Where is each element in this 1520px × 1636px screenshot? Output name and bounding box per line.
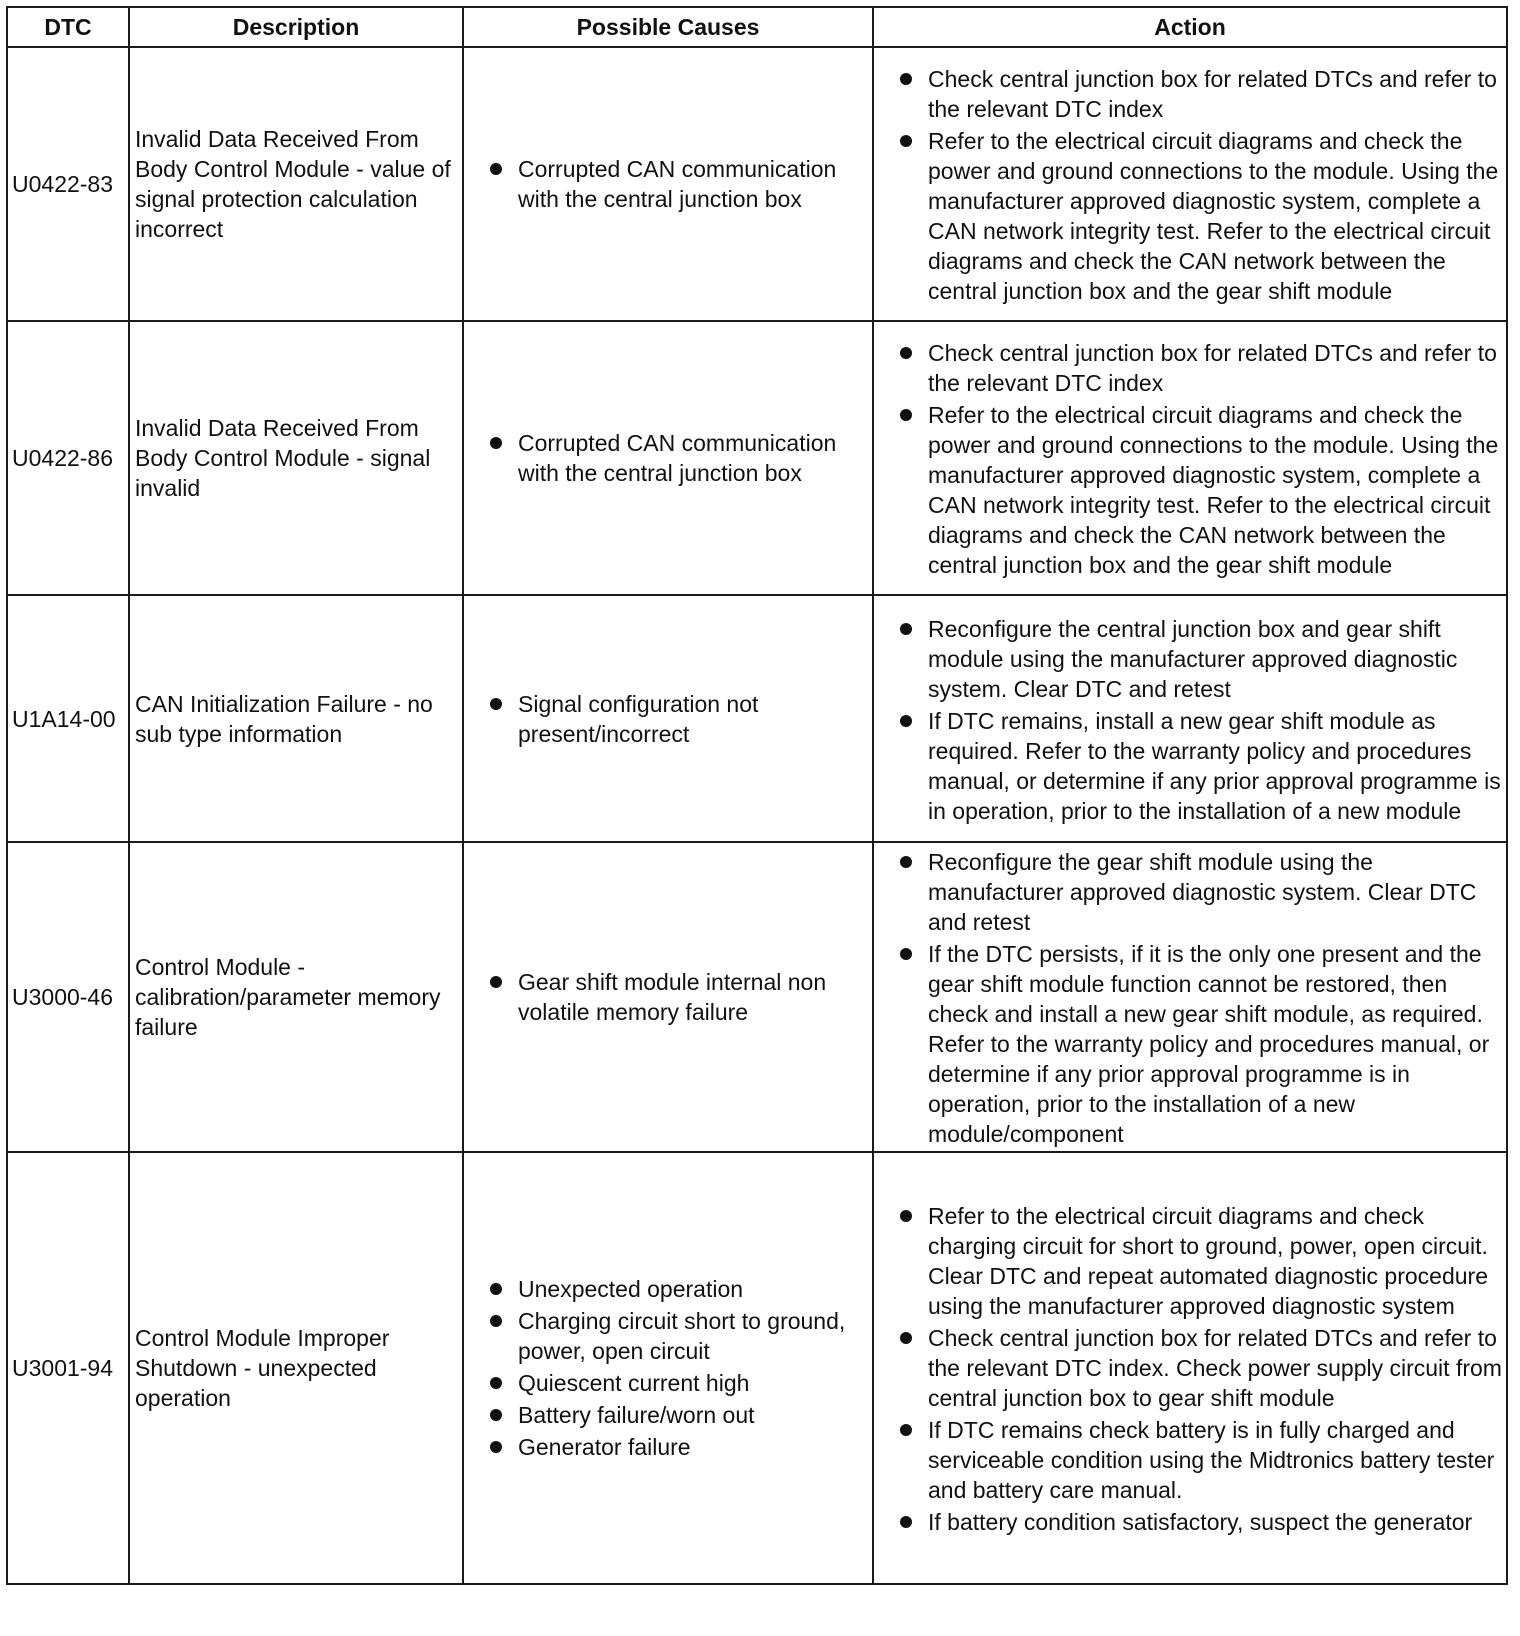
action-item: If DTC remains check battery is in fully charged and serviceable condition using the Midtronics battery tester and battery care manual. [898, 1415, 1506, 1505]
dtc-description: CAN Initialization Failure - no sub type information [129, 595, 463, 842]
table-row [7, 842, 1507, 1152]
actions [873, 595, 1507, 842]
possible-causes [463, 1152, 873, 1584]
action-item: Refer to the electrical circuit diagrams and check charging circuit for short to ground, power, open circuit. Clear DTC and repeat automated diagnostic procedure using the manufacturer approved diagnostic system [898, 1201, 1506, 1321]
possible-causes [463, 47, 873, 321]
header-row [7, 7, 1507, 47]
cause-item: Charging circuit short to ground, power, open circuit [488, 1306, 868, 1366]
dtc-description: Invalid Data Received From Body Control Module - value of signal protection calculation incorrect [129, 47, 463, 321]
action-item: Check central junction box for related DTCs and refer to the relevant DTC index [898, 64, 1506, 124]
header-possible-causes: Possible Causes [463, 7, 873, 47]
action-item: Check central junction box for related DTCs and refer to the relevant DTC index. Check power supply circuit from central junction box to gear shift module [898, 1323, 1506, 1413]
possible-causes [463, 595, 873, 842]
cause-item: Generator failure [488, 1432, 868, 1462]
dtc-code: U0422-86 [7, 321, 129, 595]
table-row [7, 595, 1507, 842]
action-item: Reconfigure the gear shift module using the manufacturer approved diagnostic system. Clear DTC and retest [898, 847, 1506, 937]
actions [873, 321, 1507, 595]
table-row [7, 1152, 1507, 1584]
possible-causes [463, 842, 873, 1152]
cause-item: Gear shift module internal non volatile memory failure [488, 967, 868, 1027]
dtc-code: U0422-83 [7, 47, 129, 321]
dtc-table-container [6, 6, 1508, 1585]
action-item: If battery condition satisfactory, suspect the generator [898, 1507, 1506, 1537]
actions [873, 1152, 1507, 1584]
cause-item: Quiescent current high [488, 1368, 868, 1398]
action-item: Refer to the electrical circuit diagrams and check the power and ground connections to the module. Using the manufacturer approved diagnostic system, complete a CAN network integrity test. Refer to the electrical circuit diagrams and check the CAN network between the central junction box and the gear shift module [898, 400, 1506, 580]
action-item: Check central junction box for related DTCs and refer to the relevant DTC index [898, 338, 1506, 398]
cause-item: Signal configuration not present/incorrect [488, 689, 868, 749]
action-item: Reconfigure the central junction box and gear shift module using the manufacturer approved diagnostic system. Clear DTC and retest [898, 614, 1506, 704]
dtc-code: U3000-46 [7, 842, 129, 1152]
dtc-code: U1A14-00 [7, 595, 129, 842]
dtc-description: Control Module Improper Shutdown - unexpected operation [129, 1152, 463, 1584]
dtc-code: U3001-94 [7, 1152, 129, 1584]
possible-causes [463, 321, 873, 595]
cause-item: Corrupted CAN communication with the central junction box [488, 428, 868, 488]
action-item: If DTC remains, install a new gear shift module as required. Refer to the warranty policy and procedures manual, or determine if any prior approval programme is in operation, prior to the installation of a new module [898, 706, 1506, 826]
table-row [7, 321, 1507, 595]
header-dtc: DTC [7, 7, 129, 47]
action-item: If the DTC persists, if it is the only one present and the gear shift module function cannot be restored, then check and install a new gear shift module, as required. Refer to the warranty policy and procedures manual, or determine if any prior approval programme is in operation, prior to the installation of a new module/component [898, 939, 1506, 1149]
cause-item: Unexpected operation [488, 1274, 868, 1304]
dtc-description: Invalid Data Received From Body Control Module - signal invalid [129, 321, 463, 595]
actions [873, 842, 1507, 1152]
header-action: Action [873, 7, 1507, 47]
header-description: Description [129, 7, 463, 47]
actions [873, 47, 1507, 321]
action-item: Refer to the electrical circuit diagrams and check the power and ground connections to the module. Using the manufacturer approved diagnostic system, complete a CAN network integrity test. Refer to the electrical circuit diagrams and check the CAN network between the central junction box and the gear shift module [898, 126, 1506, 306]
dtc-table [6, 6, 1508, 1585]
table-row [7, 47, 1507, 321]
dtc-description: Control Module - calibration/parameter memory failure [129, 842, 463, 1152]
cause-item: Corrupted CAN communication with the central junction box [488, 154, 868, 214]
cause-item: Battery failure/worn out [488, 1400, 868, 1430]
